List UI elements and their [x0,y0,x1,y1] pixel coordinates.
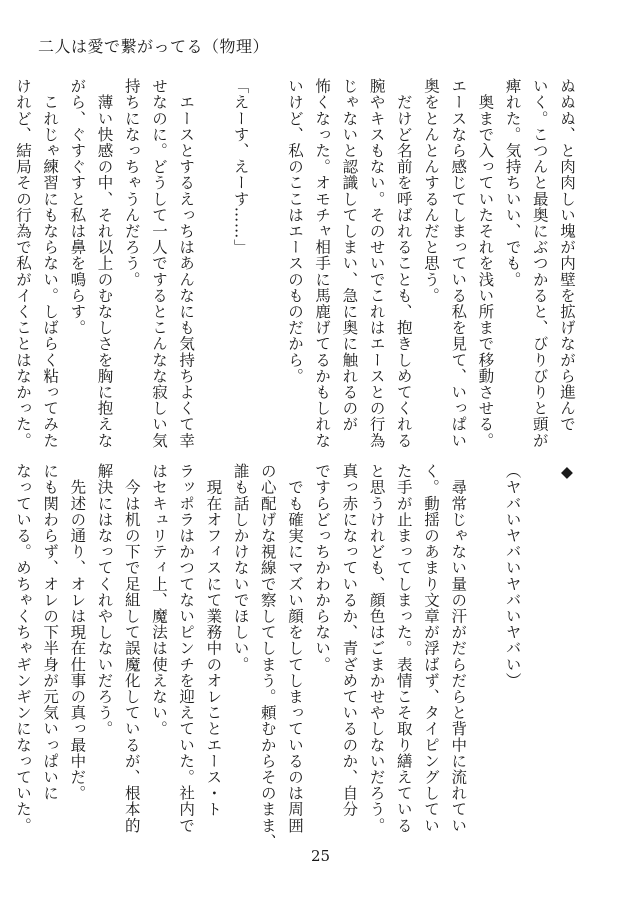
text-column: （ヤバいヤバいヤバいヤバい） [503,463,522,689]
text-column: 先述の通り、オレは現在仕事の真っ最中だ。 [68,463,87,802]
text-column: 尋常じゃない量の汗がだらだらと背中に流れてい [449,463,468,834]
text-column [254,78,281,450]
text-column: の心配げな視線で察してしまう。頼むからそのまま、 [258,463,277,850]
text-column: 奥まで入っていたそれを浅い所まで移動させる。 [476,78,495,449]
upper-text-block [13,78,580,450]
text-column [526,463,553,831]
text-column: 怖くなった。オモチャ相手に馬鹿げてるかもしれな [313,78,332,449]
text-column: 奥をとんとんするんだと思う。 [421,78,440,304]
text-column: せなのに。どうして一人でするとこんなな寂しい気 [149,78,168,449]
text-column: はセキュリティ上、魔法は使えない。 [149,463,168,737]
text-column: た手が止まってしまった。表情こそ取り繕えている [394,463,413,834]
text-column: 痺れた。気持ちいい、でも。 [503,78,522,288]
text-column: 「えーす、えーす……」 [231,78,250,256]
text-column: これじゃ練習にもならない。しばらく粘ってみた [41,78,60,449]
text-column: エースとするえっちはあんなにも気持ちよくて幸 [177,78,196,449]
text-column: く。動揺のあまり文章が浮ばず、タイピングしてい [421,463,440,834]
text-column: ラッポラはかつてないピンチを迎えていた。社内で [177,463,196,834]
text-column: 現在オフィスにて業務中のオレことエース・ト [204,463,223,818]
text-column [471,463,498,831]
text-column: いく。こつんと最奥にぶつかると、びりびりと頭が [530,78,549,449]
text-column: がら、ぐすぐすと私は鼻を鳴らす。 [68,78,87,336]
page-number: 25 [310,847,331,865]
text-column: 今は机の下で足組して誤魔化しているが、根本的 [122,463,141,834]
text-column: だけど名前を呼ばれることも、抱きしめてくれる [394,78,413,449]
running-head: 二人は愛で繋がってる（物理） [38,37,270,56]
text-column: けれど、結局その行為で私がイくことはなかった。 [13,78,32,449]
text-column: 薄い快感の中、それ以上のむなしさを胸に抱えな [95,78,114,449]
text-column: 持ちになっちゃうんだろう。 [122,78,141,288]
text-column: エースなら感じてしまっている私を見て、いっぱい [449,78,468,449]
section-marker: ◆ [558,463,576,482]
text-column: でも確実にマズい顔をしてしまっているのは周囲 [285,463,304,834]
text-column: ですらどっちかわからない。 [313,463,332,673]
text-column: なっている。めちゃくちゃギンギンになっていた。 [13,463,32,834]
text-column: いけど、私のここはエースのものだから。 [285,78,304,384]
text-column: ぬぬぬ、と肉肉しい塊が内壁を拡げながら進んで [558,78,576,433]
text-column: 解決にはなってくれやしないだろう。 [95,463,114,737]
text-column: と思うけれども、顔色はごまかせやしないだろう。 [367,463,386,834]
lower-text-block [13,463,580,850]
text-column: にも関わらず、オレの下半身が元気いっぱいに [41,463,60,802]
text-column: 腕やキスもない。そのせいでこれはエースとの行為 [367,78,386,449]
text-column: じゃないと認識してしまい、急に奥に触れるのが [340,78,359,433]
text-column [199,78,226,450]
text-column: 真っ赤になっているか、青ざめているのか、自分 [340,463,359,818]
text-column: 誰も話しかけないでほしい。 [231,463,250,673]
